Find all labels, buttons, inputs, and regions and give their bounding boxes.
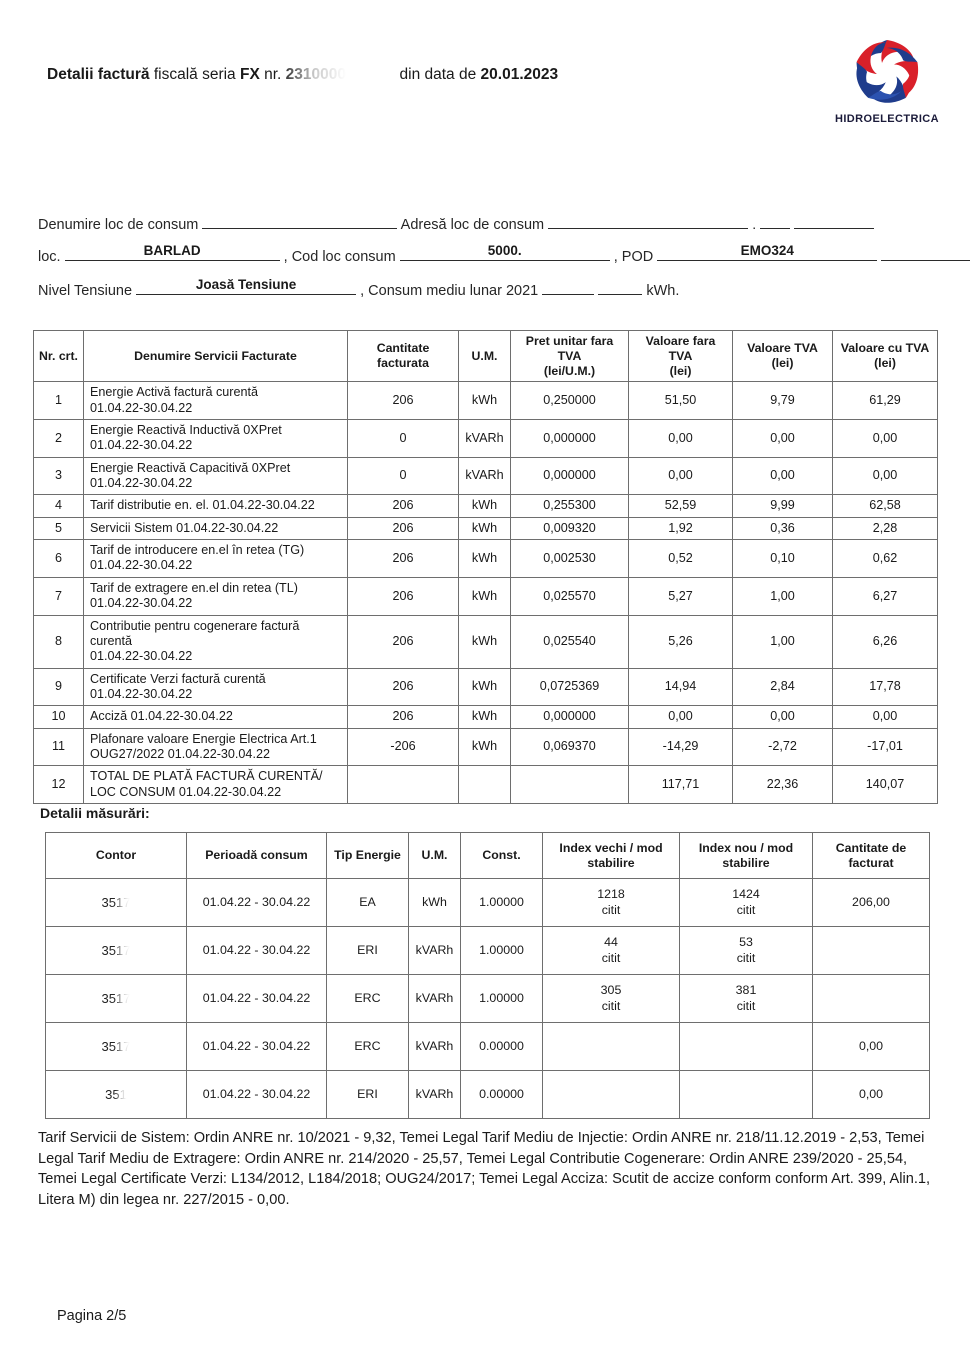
cell-valoare-fara-tva: 0,52 xyxy=(629,540,733,578)
cell-valoare-cu-tva: 0,00 xyxy=(833,706,938,728)
field-address-extra-3[interactable] xyxy=(794,214,874,229)
service-name-line1: Contributie pentru cogenerare factură curentă xyxy=(90,618,300,648)
table-row xyxy=(34,728,938,766)
cell-cantitate: 0 xyxy=(348,457,459,495)
field-consum-mediu-1[interactable] xyxy=(542,280,594,295)
label-consum-mediu-lunar: , Consum mediu lunar 2021 xyxy=(360,283,539,299)
table-row xyxy=(46,927,930,975)
cell-um: kWh xyxy=(459,540,511,578)
field-pod-value: EMO324 xyxy=(657,243,877,258)
contor-value: 3517 xyxy=(101,1038,131,1054)
cell-cantitate-de-facturat: 0,00 xyxy=(813,1071,930,1119)
cell-const: 0.00000 xyxy=(461,1023,543,1071)
cell-um: kWh xyxy=(459,728,511,766)
title-mid: fiscală seria xyxy=(153,66,236,83)
table-row xyxy=(34,419,938,457)
col-tip-energie: Tip Energie xyxy=(327,833,409,879)
cell-perioada: 01.04.22 - 30.04.22 xyxy=(187,975,327,1023)
cell-perioada: 01.04.22 - 30.04.22 xyxy=(187,927,327,975)
cell-cantitate: 206 xyxy=(348,577,459,615)
cell-cantitate-de-facturat xyxy=(813,927,930,975)
form-row-name-address xyxy=(38,214,958,233)
field-pod-extra[interactable] xyxy=(881,246,970,261)
cell-const: 1.00000 xyxy=(461,879,543,927)
cell-pret-unitar: 0,009320 xyxy=(511,517,629,539)
cell-index-nou xyxy=(680,927,813,975)
cell-valoare-fara-tva: 1,92 xyxy=(629,517,733,539)
cell-index-vechi xyxy=(543,1071,680,1119)
label-denumire-loc-consum: Denumire loc de consum xyxy=(38,217,199,233)
col-cantitate-de-facturat: Cantitate de facturat xyxy=(813,833,930,879)
cell-pret-unitar: 0,069370 xyxy=(511,728,629,766)
cell-tip-energie: ERI xyxy=(327,927,409,975)
cell-index-nou xyxy=(680,975,813,1023)
cell-um: kWh xyxy=(459,706,511,728)
service-name-line1: Tarif de introducere en.el în retea (TG) xyxy=(90,543,305,558)
service-name-line1: TOTAL DE PLATĂ FACTURĂ CURENTĂ/ xyxy=(90,769,323,784)
cell-pret-unitar: 0,0725369 xyxy=(511,668,629,706)
table-row xyxy=(34,577,938,615)
cell-index-vechi-mode: citit xyxy=(601,950,621,965)
col-pret-unitar: Pret unitar fara TVA (lei/U.M.) xyxy=(511,331,629,382)
label-adresa-loc-consum: Adresă loc de consum xyxy=(400,217,545,233)
cell-um: kVARh xyxy=(459,457,511,495)
service-name-line2: 01.04.22-30.04.22 xyxy=(90,400,193,415)
cell-index-vechi-value: 44 xyxy=(604,935,618,950)
cell-valoare-tva: 9,99 xyxy=(733,495,833,517)
cell-cantitate: 206 xyxy=(348,706,459,728)
service-name-line1: Plafonare valoare Energie Electrica Art.1 xyxy=(90,731,317,746)
cell-nr-crt: 12 xyxy=(34,766,84,804)
cell-pret-unitar: 0,000000 xyxy=(511,419,629,457)
cell-um xyxy=(459,766,511,804)
col-um: U.M. xyxy=(459,331,511,382)
service-name-line1: Servicii Sistem 01.04.22-30.04.22 xyxy=(90,520,279,535)
cell-valoare-cu-tva: 62,58 xyxy=(833,495,938,517)
cell-nr-crt: 4 xyxy=(34,495,84,517)
col-index-nou: Index nou / mod stabilire xyxy=(680,833,813,879)
cell-valoare-tva: 0,00 xyxy=(733,706,833,728)
cell-index-vechi-mode: citit xyxy=(601,902,621,917)
cell-const: 0.00000 xyxy=(461,1071,543,1119)
cell-um: kWh xyxy=(459,615,511,668)
contor-value: 3517 xyxy=(101,942,131,958)
cell-um: kWh xyxy=(409,879,461,927)
cell-contor xyxy=(46,879,187,927)
cell-valoare-tva: 2,84 xyxy=(733,668,833,706)
cell-um: kVARh xyxy=(409,975,461,1023)
cell-valoare-tva: 1,00 xyxy=(733,615,833,668)
cell-nr-crt: 1 xyxy=(34,382,84,420)
cell-pret-unitar: 0,000000 xyxy=(511,457,629,495)
cell-valoare-tva: -2,72 xyxy=(733,728,833,766)
invoice-number xyxy=(286,66,358,83)
col-valoare-fara-tva: Valoare fara TVA (lei) xyxy=(629,331,733,382)
cell-valoare-fara-tva: -14,29 xyxy=(629,728,733,766)
col-contor: Contor xyxy=(46,833,187,879)
cell-cantitate-de-facturat xyxy=(813,975,930,1023)
cell-contor xyxy=(46,1023,187,1071)
table-row xyxy=(34,495,938,517)
table-row xyxy=(46,975,930,1023)
cell-tip-energie: EA xyxy=(327,879,409,927)
cell-pret-unitar xyxy=(511,766,629,804)
cell-um: kVARh xyxy=(409,1071,461,1119)
cell-service-name xyxy=(84,668,348,706)
cell-service-name xyxy=(84,766,348,804)
cell-valoare-fara-tva: 5,27 xyxy=(629,577,733,615)
service-name-line1: Tarif de extragere en.el din retea (TL) xyxy=(90,580,298,595)
cell-index-vechi xyxy=(543,975,680,1023)
cell-index-nou-value: 53 xyxy=(739,935,753,950)
label-consum-unit: kWh. xyxy=(646,283,680,299)
consumption-point-fields xyxy=(0,208,970,308)
cell-valoare-fara-tva: 14,94 xyxy=(629,668,733,706)
cell-index-vechi-value: 305 xyxy=(600,983,622,998)
cell-nr-crt: 2 xyxy=(34,419,84,457)
field-localitate-value: BARLAD xyxy=(143,243,201,258)
cell-pret-unitar: 0,002530 xyxy=(511,540,629,578)
cell-index-vechi-mode: citit xyxy=(601,998,621,1013)
cell-pret-unitar: 0,000000 xyxy=(511,706,629,728)
cell-valoare-cu-tva: 0,00 xyxy=(833,457,938,495)
cell-valoare-fara-tva: 51,50 xyxy=(629,382,733,420)
field-cod-loc-consum-value: 5000. xyxy=(400,243,610,258)
form-row-locality-code-pod xyxy=(38,243,958,265)
service-name-line2: 01.04.22-30.04.22 xyxy=(90,649,193,664)
cell-valoare-tva: 1,00 xyxy=(733,577,833,615)
label-localitate: loc. xyxy=(38,249,61,265)
cell-perioada: 01.04.22 - 30.04.22 xyxy=(187,879,327,927)
col-valoare-tva: Valoare TVA (lei) xyxy=(733,331,833,382)
field-denumire-loc-consum[interactable] xyxy=(202,214,397,229)
table-row xyxy=(34,540,938,578)
cell-tip-energie: ERC xyxy=(327,1023,409,1071)
service-name-line1: Certificate Verzi factură curentă xyxy=(90,671,266,686)
cell-pret-unitar: 0,255300 xyxy=(511,495,629,517)
table-row xyxy=(34,615,938,668)
page-number: Pagina 2/5 xyxy=(57,1308,127,1324)
cell-index-nou xyxy=(680,879,813,927)
cell-valoare-tva: 0,36 xyxy=(733,517,833,539)
cell-service-name xyxy=(84,577,348,615)
cell-um: kWh xyxy=(459,382,511,420)
cell-valoare-tva: 0,00 xyxy=(733,457,833,495)
cell-service-name xyxy=(84,419,348,457)
table-row xyxy=(34,668,938,706)
cell-valoare-tva: 0,10 xyxy=(733,540,833,578)
measure-header-row xyxy=(46,833,930,879)
service-name-line2: LOC CONSUM 01.04.22-30.04.22 xyxy=(90,784,282,799)
cell-service-name xyxy=(84,615,348,668)
cell-valoare-cu-tva: 2,28 xyxy=(833,517,938,539)
cell-valoare-cu-tva: 6,26 xyxy=(833,615,938,668)
cell-valoare-tva: 0,00 xyxy=(733,419,833,457)
cell-pret-unitar: 0,025570 xyxy=(511,577,629,615)
table-row xyxy=(46,1023,930,1071)
cell-index-nou-value: 381 xyxy=(735,983,757,998)
table-row xyxy=(46,879,930,927)
cell-contor xyxy=(46,927,187,975)
label-nivel-tensiune: Nivel Tensiune xyxy=(38,283,133,299)
cell-nr-crt: 10 xyxy=(34,706,84,728)
cell-service-name xyxy=(84,495,348,517)
cell-service-name xyxy=(84,517,348,539)
invoice-date: 20.01.2023 xyxy=(480,66,559,83)
cell-contor xyxy=(46,975,187,1023)
service-name-line2: 01.04.22-30.04.22 xyxy=(90,687,193,701)
table-header-row xyxy=(34,331,938,382)
cell-nr-crt: 6 xyxy=(34,540,84,578)
cell-valoare-fara-tva: 0,00 xyxy=(629,706,733,728)
cell-cantitate: -206 xyxy=(348,728,459,766)
logo-wordmark: HIDROELECTRICA xyxy=(835,113,939,125)
cell-nr-crt: 3 xyxy=(34,457,84,495)
cell-um: kWh xyxy=(459,668,511,706)
address-extra-dot: . xyxy=(752,216,757,232)
cell-valoare-cu-tva: 61,29 xyxy=(833,382,938,420)
cell-index-vechi xyxy=(543,879,680,927)
cell-valoare-cu-tva: 0,00 xyxy=(833,419,938,457)
cell-um: kVARh xyxy=(409,927,461,975)
cell-valoare-fara-tva: 0,00 xyxy=(629,457,733,495)
cell-const: 1.00000 xyxy=(461,927,543,975)
cell-valoare-fara-tva: 0,00 xyxy=(629,419,733,457)
form-row-voltage-average xyxy=(38,277,958,299)
cell-cantitate-de-facturat: 206,00 xyxy=(813,879,930,927)
field-address-extra-2[interactable] xyxy=(760,214,790,229)
field-nivel-tensiune[interactable] xyxy=(136,277,356,295)
service-name-line1: Acciză 01.04.22-30.04.22 xyxy=(90,709,233,724)
date-label: din data de xyxy=(399,66,477,83)
cell-valoare-cu-tva: 140,07 xyxy=(833,766,938,804)
cell-cantitate: 206 xyxy=(348,382,459,420)
cell-um: kVARh xyxy=(409,1023,461,1071)
cell-cantitate: 206 xyxy=(348,540,459,578)
cell-cantitate xyxy=(348,766,459,804)
title-prefix: Detalii factură xyxy=(47,66,150,83)
service-name-line1: Tarif distributie en. el. 01.04.22-30.04.22 xyxy=(90,498,315,513)
cell-tip-energie: ERI xyxy=(327,1071,409,1119)
cell-service-name xyxy=(84,706,348,728)
field-cod-loc-consum[interactable] xyxy=(400,243,610,261)
cell-um: kWh xyxy=(459,495,511,517)
service-name-line1: Energie Activă factură curentă xyxy=(90,385,259,400)
nr-label: nr. xyxy=(264,66,282,83)
cell-contor xyxy=(46,1071,187,1119)
service-name-line2: 01.04.22-30.04.22 xyxy=(90,558,193,573)
service-name-line2: 01.04.22-30.04.22 xyxy=(90,476,193,491)
cell-perioada: 01.04.22 - 30.04.22 xyxy=(187,1071,327,1119)
cell-index-nou xyxy=(680,1023,813,1071)
cell-cantitate: 206 xyxy=(348,668,459,706)
cell-valoare-cu-tva: 6,27 xyxy=(833,577,938,615)
contor-value: 3517 xyxy=(101,990,131,1006)
cell-um: kWh xyxy=(459,577,511,615)
field-adresa-loc-consum[interactable] xyxy=(548,214,748,229)
cell-nr-crt: 9 xyxy=(34,668,84,706)
service-name-line2: 01.04.22-30.04.22 xyxy=(90,438,193,453)
cell-index-nou-mode: citit xyxy=(736,950,756,965)
cell-cantitate: 206 xyxy=(348,615,459,668)
cell-const: 1.00000 xyxy=(461,975,543,1023)
measurements-section-label: Detalii măsurări: xyxy=(40,805,150,821)
field-pod[interactable] xyxy=(657,243,877,261)
cell-index-vechi-value: 1218 xyxy=(597,887,625,902)
cell-index-nou-mode: citit xyxy=(736,902,756,917)
cell-nr-crt: 8 xyxy=(34,615,84,668)
cell-valoare-cu-tva: 17,78 xyxy=(833,668,938,706)
table-row xyxy=(34,382,938,420)
cell-service-name xyxy=(84,728,348,766)
field-nivel-tensiune-value: Joasă Tensiune xyxy=(195,277,297,292)
col-valoare-cu-tva: Valoare cu TVA (lei) xyxy=(833,331,938,382)
contor-value: 351 xyxy=(105,1086,127,1102)
cell-cantitate: 0 xyxy=(348,419,459,457)
measurements-table xyxy=(45,832,930,1119)
cell-um: kWh xyxy=(459,517,511,539)
cell-um: kVARh xyxy=(459,419,511,457)
cell-valoare-fara-tva: 5,26 xyxy=(629,615,733,668)
document-header xyxy=(0,0,970,160)
cell-pret-unitar: 0,250000 xyxy=(511,382,629,420)
service-name-line2: 01.04.22-30.04.22 xyxy=(90,596,193,611)
cell-nr-crt: 5 xyxy=(34,517,84,539)
label-cod-loc-consum: , Cod loc consum xyxy=(283,249,396,265)
service-name-line2: OUG27/2022 01.04.22-30.04.22 xyxy=(90,747,270,762)
cell-nr-crt: 7 xyxy=(34,577,84,615)
cell-cantitate: 206 xyxy=(348,517,459,539)
table-row xyxy=(46,1071,930,1119)
table-row xyxy=(34,457,938,495)
cell-tip-energie: ERC xyxy=(327,975,409,1023)
cell-index-vechi xyxy=(543,1023,680,1071)
cell-cantitate-de-facturat: 0,00 xyxy=(813,1023,930,1071)
cell-valoare-tva: 22,36 xyxy=(733,766,833,804)
cell-index-nou-value: 1424 xyxy=(732,887,760,902)
cell-perioada: 01.04.22 - 30.04.22 xyxy=(187,1023,327,1071)
billed-services-table xyxy=(33,330,938,804)
label-pod: , POD xyxy=(613,249,654,265)
col-const: Const. xyxy=(461,833,543,879)
cell-valoare-cu-tva: -17,01 xyxy=(833,728,938,766)
legal-basis-note: Tarif Servicii de Sistem: Ordin ANRE nr. 10/2021 - 9,32, Temei Legal Tarif Mediu de Injectie: Ordin ANRE nr. 218/11.12.2019 - 2,53, Temei Legal Tarif Mediu de Extragere: Ordin ANRE nr. 214/2020 - 25,57, Temei Legal Contributie Cogenerare: Ordin ANRE 239/2020 - 25,54, Temei Legal Certificate Verzi: L134/2012, L184/2018; OUG24/2017; Temei Legal Acciza: Scutit de accize conform conform Art. 399, Alin.1, Litera M) din legea nr. 227/2015 - 0,00. xyxy=(38,1130,931,1209)
cell-pret-unitar: 0,025540 xyxy=(511,615,629,668)
col-perioada-consum: Perioadă consum xyxy=(187,833,327,879)
cell-valoare-tva: 9,79 xyxy=(733,382,833,420)
col-denumire-servicii: Denumire Servicii Facturate xyxy=(84,331,348,382)
cell-nr-crt: 11 xyxy=(34,728,84,766)
col-um-measure: U.M. xyxy=(409,833,461,879)
field-consum-mediu-2[interactable] xyxy=(598,280,642,295)
service-name-line1: Energie Reactivă Capacitivă 0XPret xyxy=(90,460,291,475)
invoice-number-value: 2310000C xyxy=(285,66,358,83)
contor-value: 3517 xyxy=(101,894,131,910)
cell-index-nou-mode: citit xyxy=(736,998,756,1013)
col-cantitate-facturata: Cantitate facturata xyxy=(348,331,459,382)
cell-valoare-fara-tva: 117,71 xyxy=(629,766,733,804)
col-nr-crt: Nr. crt. xyxy=(34,331,84,382)
cell-service-name xyxy=(84,540,348,578)
col-index-vechi: Index vechi / mod stabilire xyxy=(543,833,680,879)
cell-valoare-cu-tva: 0,62 xyxy=(833,540,938,578)
hidroelectrica-swirl-icon xyxy=(837,33,937,111)
cell-service-name xyxy=(84,457,348,495)
table-row xyxy=(34,706,938,728)
table-row xyxy=(34,517,938,539)
cell-index-vechi xyxy=(543,927,680,975)
cell-cantitate: 206 xyxy=(348,495,459,517)
cell-index-nou xyxy=(680,1071,813,1119)
invoice-series: FX xyxy=(239,66,260,83)
cell-valoare-fara-tva: 52,59 xyxy=(629,495,733,517)
field-localitate[interactable] xyxy=(65,243,280,261)
page-title xyxy=(47,66,558,84)
company-logo xyxy=(828,33,946,137)
table-row xyxy=(34,766,938,804)
service-name-line1: Energie Reactivă Inductivă 0XPret xyxy=(90,422,282,437)
cell-service-name xyxy=(84,382,348,420)
